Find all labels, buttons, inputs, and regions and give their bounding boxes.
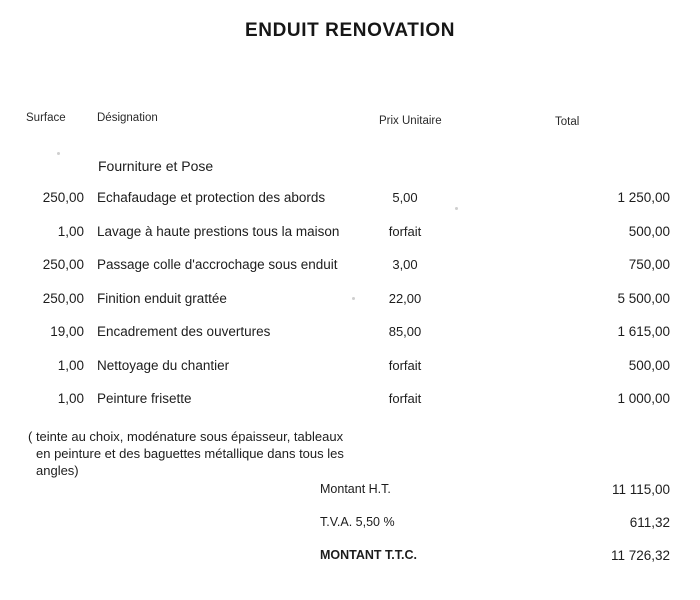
line-items-table — [0, 190, 700, 425]
summary-label-ttc: MONTANT T.T.C. — [320, 548, 417, 562]
cell-total: 1 250,00 — [617, 190, 670, 205]
summary-label-tva: T.V.A. 5,50 % — [320, 515, 395, 529]
cell-designation: Echafaudage et protection des abords — [97, 190, 326, 205]
note-line-3: angles) — [36, 463, 79, 478]
cell-surface: 250,00 — [42, 257, 84, 272]
scan-speck — [57, 152, 60, 155]
table-row — [0, 190, 700, 224]
table-row — [0, 257, 700, 291]
cell-total: 1 000,00 — [617, 391, 670, 406]
column-header-unit-price: Prix Unitaire — [379, 115, 442, 127]
cell-surface: 250,00 — [42, 190, 84, 205]
summary-row-tva — [0, 515, 700, 548]
cell-designation: Passage colle d'accrochage sous enduit — [97, 257, 338, 272]
summary-value-ttc: 11 726,32 — [610, 548, 670, 563]
cell-total: 5 500,00 — [617, 290, 670, 306]
summary-row-ht — [0, 482, 700, 515]
cell-designation: Nettoyage du chantier — [97, 357, 230, 373]
table-row — [0, 324, 700, 358]
scan-speck — [352, 297, 355, 300]
column-header-total: Total — [555, 116, 580, 128]
summary-label-ht: Montant H.T. — [320, 482, 391, 496]
summary-value-tva: 611,32 — [629, 515, 670, 530]
cell-designation: Encadrement des ouvertures — [97, 324, 271, 339]
cell-unit-price: 85,00 — [388, 324, 422, 339]
note-line-2: en peinture et des baguettes métallique dans tous les — [36, 446, 344, 461]
summary-row-ttc — [0, 548, 700, 581]
cell-unit-price: forfait — [388, 357, 422, 373]
cell-unit-price: forfait — [388, 223, 422, 239]
note-line-1: ( teinte au choix, modénature sous épaisseur, tableaux — [28, 429, 344, 444]
summary-table — [0, 482, 700, 581]
section-heading: Fourniture et Pose — [98, 158, 214, 174]
cell-surface: 1,00 — [57, 391, 84, 406]
cell-total: 750,00 — [628, 257, 670, 272]
table-row — [0, 391, 700, 425]
cell-total: 500,00 — [628, 357, 670, 373]
cell-surface: 19,00 — [50, 324, 84, 339]
scan-speck — [455, 207, 458, 210]
column-header-designation: Désignation — [97, 112, 158, 124]
column-header-surface: Surface — [26, 112, 66, 124]
cell-total: 1 615,00 — [617, 324, 670, 339]
summary-value-ht: 11 115,00 — [611, 482, 670, 497]
cell-total: 500,00 — [628, 223, 670, 239]
cell-unit-price: 5,00 — [392, 190, 418, 205]
table-row — [0, 358, 700, 392]
cell-surface: 1,00 — [57, 223, 84, 239]
cell-surface: 1,00 — [57, 357, 84, 373]
cell-unit-price: forfait — [388, 391, 422, 406]
note-block — [28, 428, 428, 479]
cell-unit-price: 22,00 — [388, 290, 422, 306]
cell-unit-price: 3,00 — [392, 257, 418, 272]
document-title: ENDUIT RENOVATION — [244, 20, 456, 41]
table-row — [0, 224, 700, 258]
cell-designation: Finition enduit grattée — [97, 290, 227, 306]
cell-designation: Lavage à haute prestions tous la maison — [97, 223, 340, 239]
cell-designation: Peinture frisette — [97, 391, 192, 406]
table-header-row — [0, 110, 700, 128]
cell-surface: 250,00 — [42, 290, 84, 306]
table-row — [0, 291, 700, 325]
